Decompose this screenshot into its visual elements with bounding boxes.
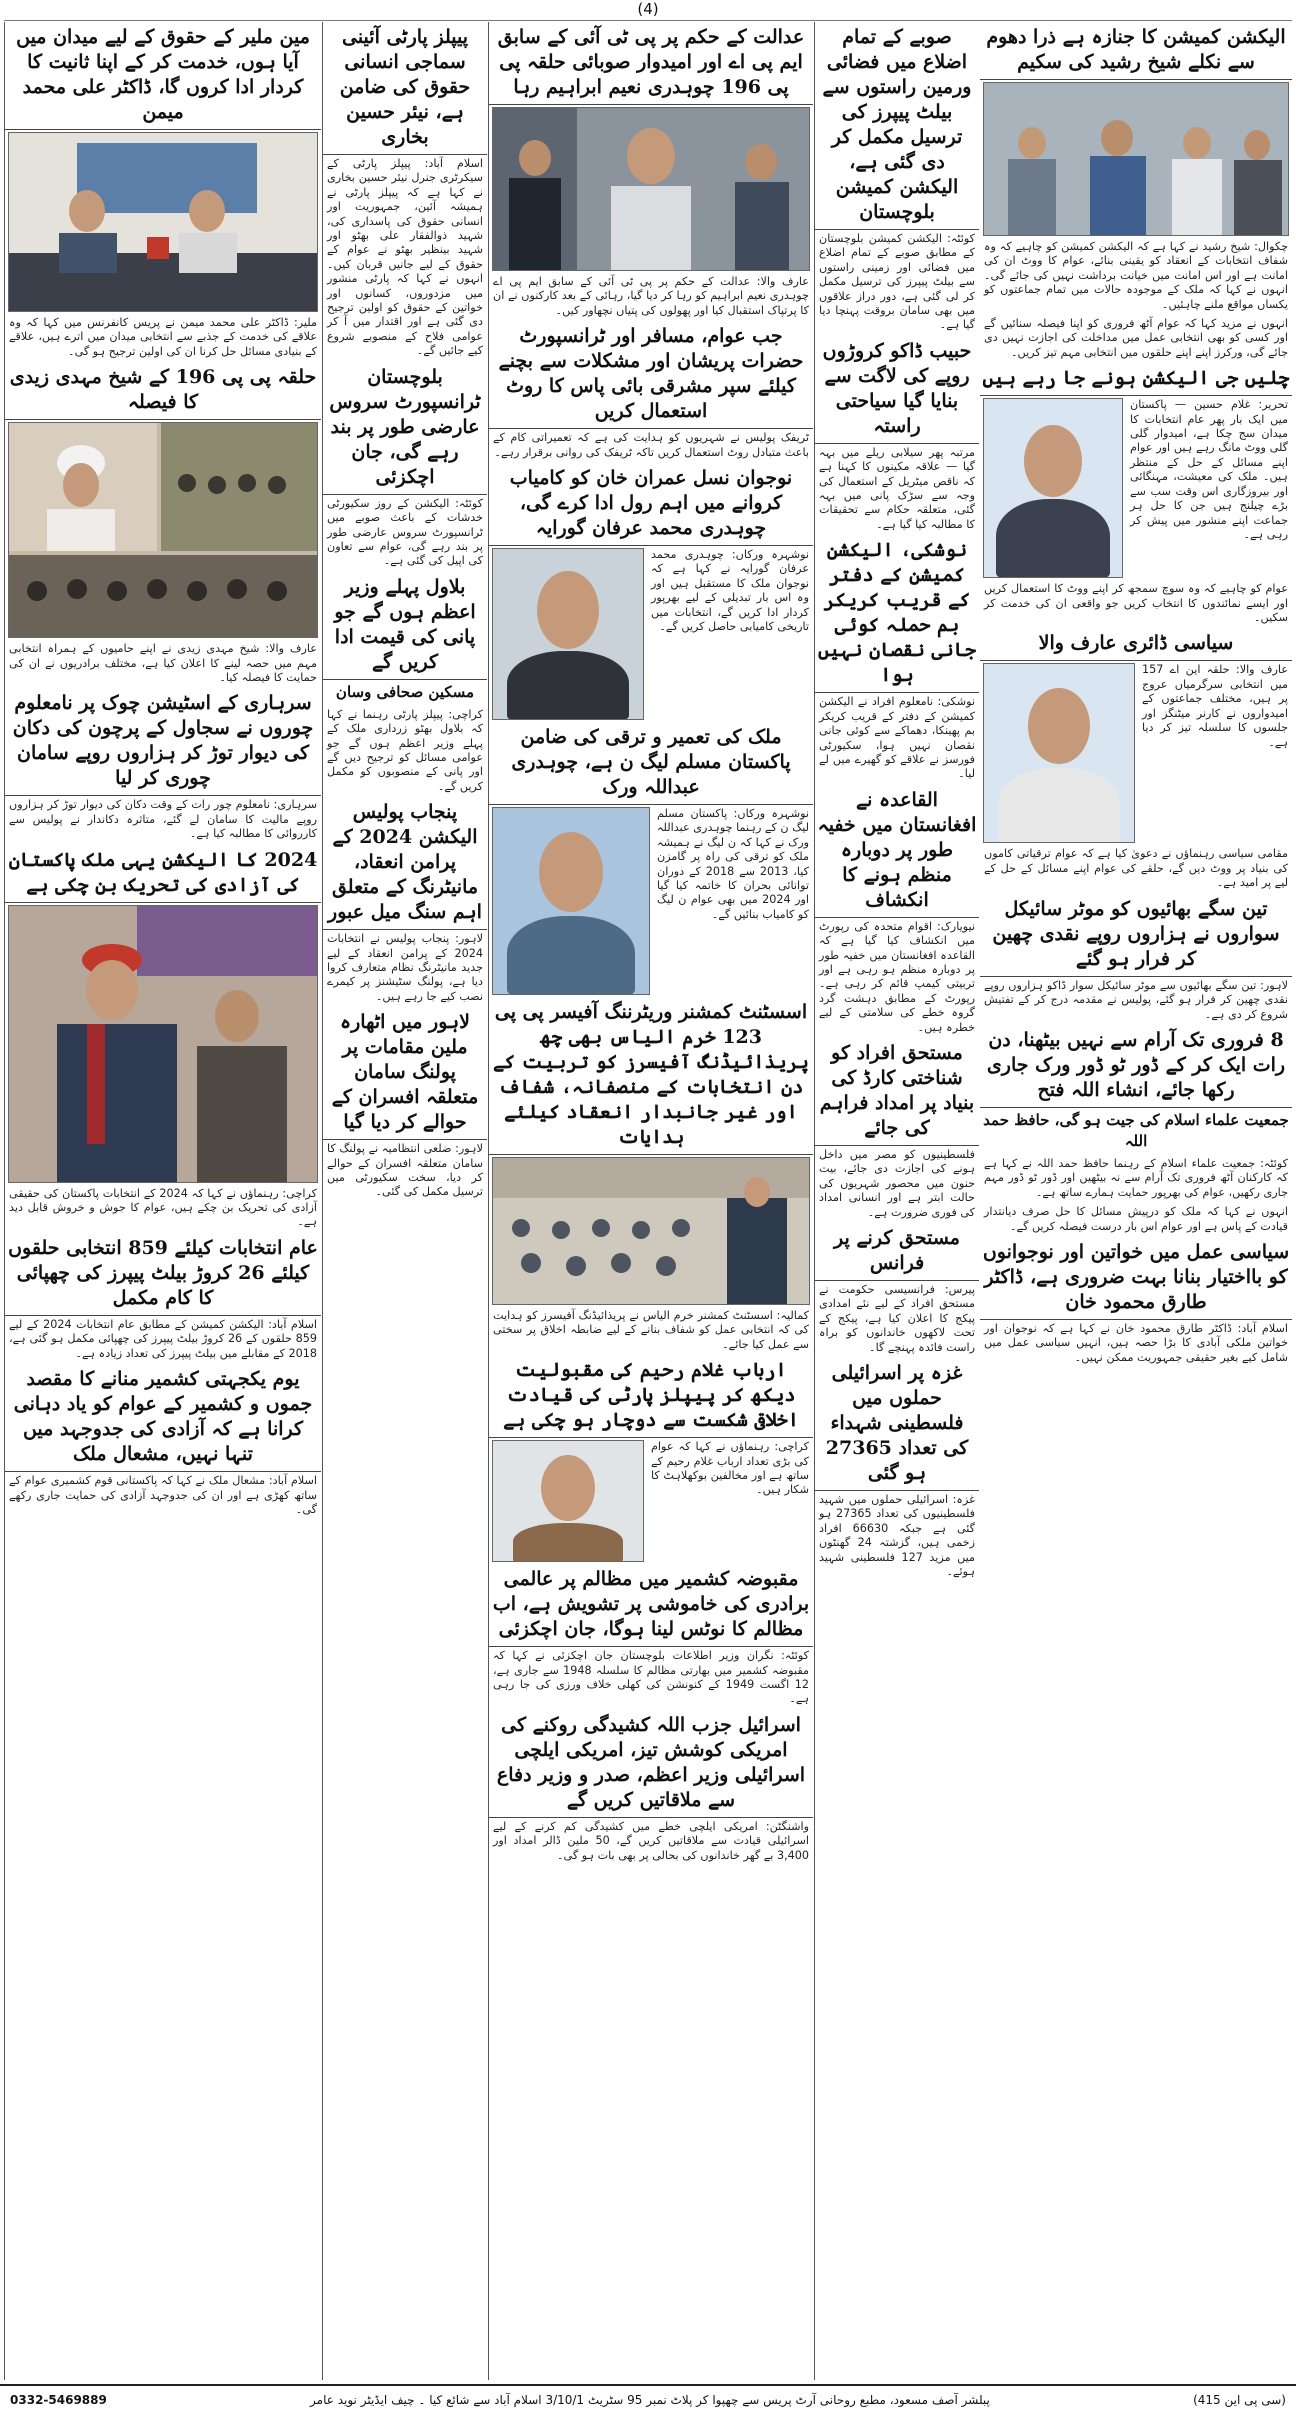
article-israel-text: واشنگٹن: امریکی ایلچی خطے میں کشیدگی کم کرنے کے لیے اسرائیلی قیادت سے ملاقاتیں کریں گے، 50 ملین ڈالر امداد اور 3,400 بے گھر خاندانوں کی بحالی پر بھی بات ہو گی۔ [493,1819,809,1862]
headline-ballot-papers: عام انتخابات کیلئے 859 انتخابی حلقوں کیلئے 26 کروڑ بیلٹ پیپرز کی چھپائی کا کام مکمل [5,1233,321,1316]
subheadline-wasan: مسکین صحافی وسان [335,682,475,701]
headline-feb-8: 8 فروری تک آرام سے نہیں بیٹھنا، دن رات ایک کر کے ڈور ٹو ڈور ورک جاری رکھا جائے، انشاء اللہ فتح [980,1025,1292,1108]
article-police-text: لاہور: پنجاب پولیس نے انتخابات 2024 کے پرامن انعقاد کے لیے جدید مانیٹرنگ نظام متعارف کروا دیا ہے، پولنگ سٹیشنز پر کیمرے نصب کیے جا رہے ہیں۔ [327,932,483,1003]
article-election-text-1: چکوال: شیخ رشید نے کہا ہے کہ الیکشن کمیشن کو چاہیے کہ وہ شفاف انتخابات کے انعقاد کو یقینی بنائے، عوام کا ووٹ ان کی امانت ہے اور اس امانت میں خیانت برداشت نہیں کی جائے گی۔ انہوں نے کہا کہ ملک کے موجودہ حالات میں تمام جماعتوں کو یکساں مواقع ملنے چاہئیں۔ [984,240,1288,311]
article-diary-text: عارف والا: حلقہ این اے 157 میں انتخابی سرگرمیاں عروج پر ہیں، مختلف جماعتوں کے امیدواروں نے کارنر میٹنگز اور جلسوں کا سلسلہ تیز کر دیا ہے۔ [1142,663,1288,749]
crowd-photo [983,82,1289,236]
portrait-face [1024,425,1082,497]
diary-portrait-body [998,768,1120,843]
column-4 [322,22,487,2380]
article-robbery-text: لاہور: تین سگے بھائیوں سے موٹر سائیکل سوار ڈاکو ہزاروں روپے نقدی چھین کر فرار ہو گئے، پولیس نے مقدمہ درج کر کے تفتیش شروع کر دی ہے۔ [984,978,1288,1021]
rally-photo [8,905,318,1183]
article-elections-text-2: عوام کو چاہیے کہ وہ سوچ سمجھ کر اپنے ووٹ کا استعمال کریں اور ایسے نمائندوں کا انتخاب کریں جو واقعی ان کی خدمت کر سکیں۔ [984,582,1288,625]
article-ballot-delivery-text: کوئٹہ: الیکشن کمیشن بلوچستان کے مطابق صوبے کے تمام اضلاع میں فضائی اور زمینی راستوں سے بیلٹ پیپرز کی ترسیل مکمل کر لی گئی ہے، دور دراز علاقوں میں بھی سامان بروقت پہنچا دیا گیا ہے۔ [819,232,975,332]
abdullah-body [507,916,635,995]
article-theft-text: سرہاری: نامعلوم چور رات کے وقت دکان کی دیوار توڑ کر ہزاروں روپے مالیت کا سامان لے گئے، متاثرہ دکاندار نے پولیس سے کارروائی کا مطالبہ کیا ہے۔ [9,798,317,841]
headline-youth-imran: نوجوان نسل عمران خان کو کامیاب کروانے میں اہم رول ادا کرے گی، چوہدری محمد عرفان گورایہ [489,463,813,546]
headline-pp196: حلقہ پی پی 196 کے شیخ مہدی زیدی کا فیصلہ [5,362,321,420]
gorayya-face [537,571,599,649]
youth-split [489,546,813,722]
headline-israel-hezbollah: اسرائیل جزب اللہ کشیدگی روکنے کی امریکی کوشش تیز، امریکی ایلچی اسرائیلی وزیر اعظم، صدر و وزیر دفاع سے ملاقاتیں کریں گے [489,1710,813,1818]
headline-ppp-rights: پیپلز پارٹی آئینی سماجی انسانی حقوق کی ضامن ہے، نیئر حسین بخاری [323,22,487,155]
headline-women-youth: سیاسی عمل میں خواتین اور نوجوانوں کو بااختیار بنانا بہت ضروری ہے، ڈاکٹر طارق محمود خان [980,1237,1292,1320]
article-diary-text-2: مقامی سیاسی رہنماؤں نے دعویٰ کیا ہے کہ عوام ترقیاتی کاموں کی بنیاد پر ووٹ دیں گے، حلقے کی عوام اپنے مسائل کے حل کے لیے پر امید ہے۔ [984,847,1288,890]
abdullah-portrait [492,807,650,995]
page-number: (4) [637,0,659,18]
diary-split [980,661,1292,845]
article-election-text-2: انہوں نے مزید کہا کہ عوام آٹھ فروری کو اپنا فیصلہ سنائیں گے اور کسی کو بھی انتخابی عمل میں مداخلت کی اجازت نہیں دی جائے گی، ورکرز اپنے اپنے حلقوں میں انتخابی مہم تیز کریں۔ [984,317,1288,359]
crowd-photo-graphic [983,83,1288,235]
article-youth-text: نوشہرہ ورکاں: چوہدری محمد عرفان گورایہ نے کہا ہے کہ نوجوان ملک کا مستقبل ہیں اور وہ اس بار تبدیلی کے لیے بھرپور کردار ادا کریں گے، انتخابات میں تاریخی کامیابی حاصل کریں گے۔ [651,548,809,634]
gorayya-portrait [492,548,644,720]
top-rule [4,20,1292,21]
article-france-text: پیرس: فرانسیسی حکومت نے مستحق افراد کے لیے نئے امدادی پیکج کا اعلان کیا ہے، پیکج کے تحت لاکھوں خاندانوں کو براہ راست فائدہ پہنچے گا۔ [819,1283,975,1354]
headline-robbery: تین سگے بھائیوں کو موٹر سائیکل سواروں نے ہزاروں روپے نقدی چھین کر فرار ہو گئے [980,894,1292,977]
footer-code: (سی پی این 415) [1193,2393,1286,2407]
headline-kashmir-achakzai: مقبوضہ کشمیر میں مظالم پر عالمی برادری کی خاموشی پر تشویش ہے، اب مظالم کا نوٹس لینا ہوگا، جان اچکزئی [489,1564,813,1647]
column-1 [980,22,1292,2380]
headline-malir: مین ملیر کے حقوق کے لیے میدان میں آیا ہوں، خدمت کر کے اپنا ثانیت کا کردار ادا کروں گا، ڈاکٹر علی محمد میمن [5,22,321,130]
abdullah-face [539,832,603,912]
headline-political-diary: سیاسی ڈائری عارف والا [980,628,1292,661]
headline-transport-closed: بلوچستان ٹرانسپورٹ سروس عارضی طور پر بند رہے گی، جان اچکزئی [323,362,487,495]
article-transport-text: کوئٹہ: الیکشن کے روز سکیورٹی خدشات کے باعث صوبے میں ٹرانسپورٹ سروس عارضی طور پر بند رہے گی، عوام سے تعاون کی اپیل کی گئی ہے۔ [327,496,483,568]
headline-kashmir-solidarity: یوم یکجہتی کشمیر منانے کا مقصد جموں و کشمیر کے عوام کو یاد دہانی کرانا ہے کہ آزادی کی جدوجہد میں تنہا نہیں، مشعال ملک [5,1364,321,1472]
release-photo-graphic [492,108,809,270]
arbab-face [541,1455,595,1521]
headline-noshki-attack: نوشکی، الیکشن کمیشن کے دفتر کے قریب کریکر بم حملہ کوئی جانی نقصان نہیں ہوا [815,535,979,693]
headline-ac-training: اسسٹنٹ کمشنر وریٹرننگ آفیسر پی پی 123 خرم الیاس بھی چھ پریذائیڈنگ آفیسرز کو تربیت کے دن انتخابات کے منصفانہ، شفاف اور غیر جانبدار انعقاد کیلئے ہدایات [489,997,813,1155]
article-arbab-text: کراچی: رہنماؤں نے کہا کہ عوام کی بڑی تعداد ارباب غلام رحیم کے ساتھ ہے اور مخالفین بوکھلاہٹ کا شکار ہیں۔ [651,1440,809,1497]
headline-punjab-police: پنجاب پولیس الیکشن 2024 کے پرامن انعقاد، مانیٹرنگ کے متعلق اہم سنگ میل عبور [323,797,487,930]
columnist-portrait [983,398,1123,578]
article-kashmir-text: کوئٹہ: نگران وزیر اطلاعات بلوچستان جان اچکزئی نے کہا کہ مقبوضہ کشمیر میں بھارتی مظالم کا سلسلہ 1948 سے جاری ہے، 12 اگست 1949 کے کنونشن کی کھلی خلاف ورزی کی جا رہی ہے۔ [493,1649,809,1706]
gorayya-body [507,651,629,720]
article-noshki-text: نوشکی: نامعلوم افراد نے الیکشن کمیشن کے دفتر کے قریب کریکر بم پھینکا، دھماکے سے کوئی جانی نقصان نہیں ہوا، سکیورٹی فورسز نے علاقے کو گھیرے میں لے لیا۔ [819,695,975,781]
pp196-collage-graphic [8,423,317,637]
article-pmln-text: نوشہرہ ورکاں: پاکستان مسلم لیگ ن کے رہنما چوہدری عبداللہ ورک نے کہا کہ ن لیگ نے ہمیشہ ملک کو ترقی کی راہ پر گامزن کیا، 2013 سے 2018 کے دوران توانائی بحران کا خاتمہ کیا گیا اور 2024 میں بھی عوام ن لیگ کو کامیاب بنائیں گے۔ [657,807,810,921]
page-footer [0,2384,1296,2414]
article-alqaeda-text: نیویارک: اقوام متحدہ کی رپورٹ میں انکشاف کیا گیا ہے کہ القاعدہ افغانستان میں خفیہ طور پر دوبارہ منظم ہو رہی ہے اور تربیتی کیمپ قائم کر رہی ہے۔ رپورٹ کے مطابق دہشت گرد گروہ خطے کی سلامتی کے لیے خطرہ ہیں۔ [819,919,975,1034]
headline-bypass-route: جب عوام، مسافر اور ٹرانسپورٹ حضرات پریشان اور مشکلات سے بچنے کیلئے سپر مشرقی بائی پاس کا روٹ استعمال کریں [489,321,813,429]
headline-tourist-road: حبیب ڈاکو کروڑوں روپے کی لاگت سے بنایا گیا سیاحتی راستہ [815,336,979,444]
subheadline-jui: جمعیت علماء اسلام کی جیت ہو گی، حافظ حمد اللہ [983,1110,1289,1150]
pmln-split [489,805,813,997]
article-ballot-papers-text: اسلام آباد: الیکشن کمیشن کے مطابق عام انتخابات 2024 کے لیے 859 حلقوں کے 26 کروڑ بیلٹ پیپرز کی چھپائی مکمل ہو گئی ہے، 2018 کے مقابلے میں بیلٹ پیپرز کی تعداد زیادہ ہے۔ [9,1317,317,1360]
diary-portrait-face [1028,688,1090,764]
headline-gaza-martyrs: غزہ پر اسرائیلی حملوں میں فلسطینی شہداء کی تعداد 27365 ہو گئی [815,1358,979,1491]
headline-france: مستحق کرنے پر فرانس [815,1223,979,1281]
column-2 [814,22,979,2380]
headline-arbab: ارباب غلام رحیم کی مقبولیت دیکھ کر پیپلز پارٹی کی قیادت اخلاقی شکست سے دوچار ہو چکی ہے [489,1355,813,1438]
diary-portrait [983,663,1135,843]
headline-sarhari-theft: سرہاری کے اسٹیشن چوک پر نامعلوم چوروں نے سجاول کے پرچون کی دکان کی دیوار توڑ کر ہزاروں روپے سامان چوری کر لیا [5,688,321,796]
article-tourist-road-text: مرتبہ پھر سیلابی ریلے میں بہہ گیا — علاقہ مکینوں کا کہنا ہے کہ ناقص میٹریل کے استعمال کی وجہ سے سڑک پانی میں بہہ گئی، متعلقہ حکام سے تحقیقات کا مطالبہ کیا گیا ہے۔ [819,445,975,531]
headline-elections-happening: چلیں جی الیکشن ہونے جا رہے ہیں [980,363,1292,396]
footer-imprint: پبلشر آصف مسعود، مطبع روحانی آرٹ پریس سے چھپوا کر پلاٹ نمبر 95 سٹریٹ 3/10/1 اسلام آباد سے شائع کیا ۔ چیف ایڈیٹر نوید عامر [310,2393,990,2407]
arbab-portrait [492,1440,644,1562]
footer-phone: 0332-5469889 [10,2393,107,2407]
release-photo [492,107,810,271]
headline-pmln-progress: ملک کی تعمیر و ترقی کی ضامن پاکستان مسلم لیگ ن ہے، چوہدری عبداللہ ورک [489,722,813,805]
article-pp196-text: عارف والا: شیخ مہدی زیدی نے اپنے حامیوں کے ہمراہ انتخابی مہم میں حصہ لینے کا اعلان کیا ہے، مختلف برادریوں نے ان کی حمایت کا فیصلہ کیا۔ [9,642,317,685]
headline-election-commission: الیکشن کمیشن کا جنازہ ہے ذرا دھوم سے نکلے شیخ رشید کی سکیم [980,22,1292,80]
pp196-collage [8,422,318,638]
column-article-split [980,396,1292,580]
training-photo [492,1157,810,1305]
article-malir-text: ملیر: ڈاکٹر علی محمد میمن نے پریس کانفرنس میں کہا کہ وہ علاقے کی خدمت کے جذبے سے انتخابی میدان میں اترے ہیں، علاقے کے بنیادی مسائل حل کرنا ان کی اولین ترجیح ہو گی۔ [9,316,317,358]
article-ac-training-text: کمالیہ: اسسٹنٹ کمشنر خرم الیاس نے پریذائیڈنگ آفیسرز کو ہدایت کی کہ انتخابی عمل کو شفاف بنانے کے لیے ضابطہ اخلاق پر سختی سے عمل کیا جائے۔ [493,1309,809,1351]
portrait-suit [996,499,1110,578]
headline-alqaeda: القاعدہ نے افغانستان میں خفیہ طور پر دوبارہ منظم ہونے کا انکشاف [815,785,979,918]
headline-palestinians-egypt: مستحق افراد کو شناختی کارڈ کی بنیاد پر امداد فراہم کی جائے [815,1038,979,1146]
training-photo-graphic [492,1158,809,1304]
article-pti-release-text: عارف والا: عدالت کے حکم پر پی ٹی آئی کے سابق ایم پی اے چوہدری نعیم ابراہیم کو رہا کر دیا گیا، رہائی کے بعد کارکنوں نے ان کا پرتپاک استقبال کیا اور پھولوں کی پتیاں نچھاور کیں۔ [493,275,809,317]
headline-pti-release: عدالت کے حکم پر پی ٹی آئی کے سابق ایم پی اے اور امیدوار صوبائی حلقہ پی پی 196 چوہدری نعیم ابراہیم رہا [489,22,813,105]
article-jui-text-2: انہوں نے کہا کہ ملک کو درپیش مسائل کا حل صرف دیانتدار قیادت کے پاس ہے اور عوام اس بار درست فیصلہ کریں گے۔ [984,1205,1288,1233]
press-conference-photo [8,132,318,312]
headline-bilawal-water: بلاول پہلے وزیر اعظم ہوں گے جو پانی کی قیمت ادا کریں گے [323,572,487,680]
article-kashmir-solidarity-text: اسلام آباد: مشعال ملک نے کہا کہ پاکستانی قوم کشمیری عوام کے ساتھ کھڑی ہے اور ان کی جدوجہد آزادی کی حمایت جاری رکھے گی۔ [9,1474,317,1516]
article-palestinians-text: فلسطینیوں کو مصر میں داخل ہونے کی اجازت دی جائے، بیت حنون میں محصور شہریوں کی حالت ابتر ہے اور انسانی امداد کی فوری ضرورت ہے۔ [819,1147,975,1219]
headline-ballot-delivery: صوبے کے تمام اضلاع میں فضائی ورمین راستوں سے بیلٹ پیپرز کی ترسیل مکمل کر دی گئی ہے، الیکشن کمیشن بلوچستان [815,22,979,230]
arbab-body [513,1523,623,1562]
arbab-split [489,1438,813,1564]
article-bypass-text: ٹریفک پولیس نے شہریوں کو ہدایت کی ہے کہ تعمیراتی کام کے باعث متبادل روٹ استعمال کریں تاکہ ٹریفک کی روانی برقرار رہے۔ [493,431,809,459]
article-ppp-rights-text: اسلام آباد: پیپلز پارٹی کے سیکرٹری جنرل نیئر حسین بخاری نے کہا ہے کہ پیپلز پارٹی نے ہمیشہ آئین، جمہوریت اور انسانی حقوق کی پاسداری کی، شہید ذوالفقار علی بھٹو اور شہید بینظیر بھٹو نے عوام کے حقوق کے لیے جانیں قربان کیں۔ انہوں نے کہا کہ پارٹی منشور میں مزدوروں، کسانوں اور خواتین کے حقوق کو اولین ترجیح دی گئی ہے اور اقتدار میں آ کر عوامی فلاح کے منصوبے شروع کیے جائیں گے۔ [327,157,483,358]
article-bilawal-text: کراچی: پیپلز پارٹی رہنما نے کہا کہ بلاول بھٹو زرداری ملک کے پہلے وزیر اعظم ہوں گے جو عوامی مسائل کو ترجیح دیں گے اور پانی کے منصوبوں کو مکمل کریں گے۔ [327,707,483,793]
article-elections-text: تحریر: غلام حسین — پاکستان میں ایک بار پھر عام انتخابات کا میدان سج چکا ہے، امیدوار گلی گلی ووٹ مانگ رہے ہیں اور عوام اپنے مسائل کے حل کے منتظر ہیں۔ ملک کی معیشت، مہنگائی اور بیروزگاری اس وقت سب سے بڑے چیلنج ہیں جن کا حل ہر جماعت اپنے منشور میں پیش کر رہی ہے۔ [1130,398,1288,541]
article-polling-text: لاہور: ضلعی انتظامیہ نے پولنگ کا سامان متعلقہ افسران کے حوالے کر دیا، سخت سکیورٹی میں ترسیل مکمل کی گئی۔ [327,1142,483,1199]
headline-election-freedom: 2024 کا الیکشن یہی ملک پاکستان کی آزادی کی تحریک بن چکی ہے [5,845,321,903]
article-women-youth-text: اسلام آباد: ڈاکٹر طارق محمود خان نے کہا ہے کہ نوجوان اور خواتین ملکی آبادی کا بڑا حصہ ہیں، انہیں سیاسی عمل میں شامل کیے بغیر حقیقی جمہوریت ممکن نہیں۔ [984,1321,1288,1364]
press-conference-graphic [8,133,317,311]
column-3 [488,22,813,2380]
article-jui-text: کوئٹہ: جمعیت علماء اسلام کے رہنما حافظ حمد اللہ نے کہا ہے کہ کارکنان آٹھ فروری تک آرام سے نہ بیٹھیں اور ڈور ٹو ڈور مہم جاری رکھیں، عوام کی بھرپور حمایت ہمارے ساتھ ہے۔ [984,1156,1288,1199]
article-freedom-text: کراچی: رہنماؤں نے کہا کہ 2024 کے انتخابات پاکستان کی حقیقی آزادی کی تحریک بن چکے ہیں، عوام کا جوش و خروش قابل دید ہے۔ [9,1186,317,1229]
article-gaza-text: غزہ: اسرائیلی حملوں میں شہید فلسطینیوں کی تعداد 27365 ہو گئی ہے جبکہ 66630 افراد زخمی ہیں، گزشتہ 24 گھنٹوں میں مزید 127 فلسطینی شہید ہوئے۔ [819,1493,975,1579]
headline-polling-material: لاہور میں اٹھارہ ملین مقامات پر پولنگ سامان متعلقہ افسران کے حوالے کر دیا گیا [323,1007,487,1140]
rally-photo-graphic [8,906,317,1182]
column-5 [4,22,321,2380]
